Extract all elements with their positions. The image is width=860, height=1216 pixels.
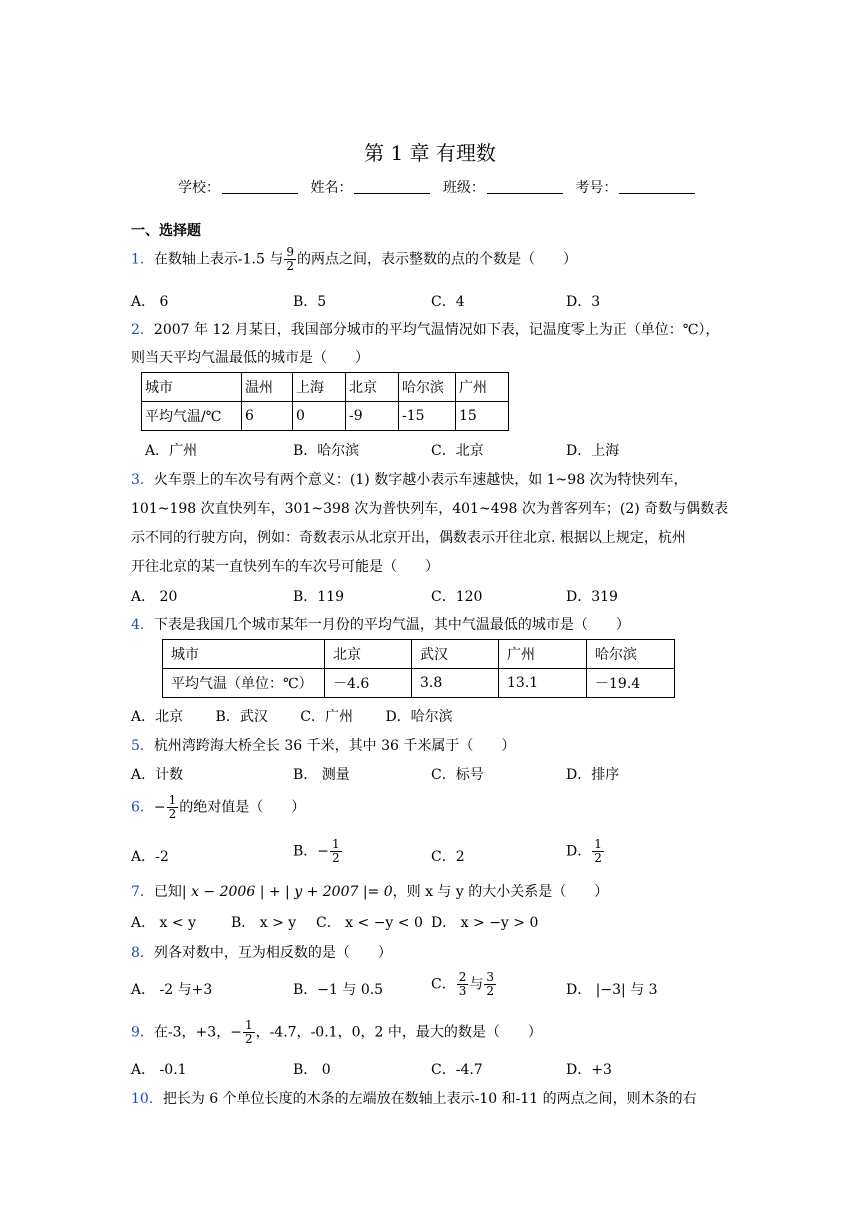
option-a[interactable]: A． -2 与+3 xyxy=(131,982,213,998)
denominator: 2 xyxy=(286,259,295,273)
exam-no-blank[interactable] xyxy=(619,179,695,194)
option-a[interactable]: A．广州 xyxy=(145,443,198,459)
table-cell: 上海 xyxy=(293,373,346,402)
temperature-table-1 xyxy=(141,372,509,431)
table-row xyxy=(142,402,509,431)
options-row[interactable]: A．北京 B．武汉 C．广州 D．哈尔滨 xyxy=(131,709,453,725)
option-label: D． xyxy=(566,843,592,860)
question-text: 杭州湾跨海大桥全长 36 千米，其中 36 千米属于（ ） xyxy=(153,738,516,754)
option-a[interactable]: A． 6 xyxy=(131,294,169,310)
numerator: 9 xyxy=(286,245,295,259)
table-row xyxy=(163,669,675,698)
option-b[interactable]: B．哈尔滨 xyxy=(293,443,360,459)
school-blank[interactable] xyxy=(222,179,298,194)
numerator: 1 xyxy=(168,793,177,807)
option-a[interactable]: A． 20 xyxy=(131,589,178,605)
question-text: 已知 xyxy=(153,884,182,900)
table-cell: -9 xyxy=(346,402,399,431)
fraction xyxy=(243,1019,255,1046)
numerator: 1 xyxy=(332,837,340,851)
table-cell: 哈尔滨 xyxy=(587,640,675,669)
question-6 xyxy=(131,794,305,821)
table-cell: 平均气温（单位：℃） xyxy=(163,669,325,698)
question-text: 的绝对值是（ ） xyxy=(179,799,306,816)
question-number: 5． xyxy=(131,738,154,754)
table-cell: 3.8 xyxy=(412,669,499,698)
question-8 xyxy=(131,942,392,962)
table-cell: 平均气温/℃ xyxy=(142,402,242,431)
numerator: 1 xyxy=(244,1018,253,1032)
question-9 xyxy=(131,1019,542,1046)
option-d[interactable] xyxy=(566,838,605,865)
question-text: 2007 年 12 月某日，我国部分城市的平均气温情况如下表，记温度零上为正（单位：℃）， xyxy=(153,322,720,338)
option-b[interactable]: B．5 xyxy=(293,294,327,310)
denominator: 2 xyxy=(486,984,494,998)
name-label: 姓名： xyxy=(310,180,353,196)
fraction xyxy=(284,246,296,273)
option-c[interactable]: C．北京 xyxy=(431,443,484,459)
equation: | x − 2006 | + | y + 2007 |= 0 xyxy=(181,884,393,900)
table-cell: －4.6 xyxy=(325,669,412,698)
option-d[interactable]: D． x > −y > 0 xyxy=(431,915,539,931)
page-title: 第 1 章 有理数 xyxy=(364,141,496,165)
option-c[interactable]: C．2 xyxy=(431,849,465,865)
question-text: 在数轴上表示-1.5 与 xyxy=(153,251,284,268)
question-3-line-3: 示不同的行驶方向，例如：奇数表示从北京开出，偶数表示开往北京. 根据以上规定，杭州 xyxy=(131,530,686,546)
question-text: 下表是我国几个城市某年一月份的平均气温，其中气温最低的城市是（ ） xyxy=(153,617,630,633)
question-number: 9． xyxy=(131,1024,154,1041)
option-b[interactable]: B． 测量 xyxy=(293,767,350,783)
option-c[interactable]: C．4 xyxy=(431,294,465,310)
option-b[interactable]: B． x > y xyxy=(231,915,297,931)
class-label: 班级： xyxy=(442,180,485,196)
option-b[interactable]: B．−1 与 0.5 xyxy=(293,982,384,998)
table-cell: -15 xyxy=(399,402,456,431)
question-number: 10． xyxy=(131,1091,163,1107)
fraction xyxy=(167,794,179,821)
option-c[interactable]: C．120 xyxy=(431,589,483,605)
name-blank[interactable] xyxy=(354,179,430,194)
class-blank[interactable] xyxy=(487,179,563,194)
option-c[interactable]: C．-4.7 xyxy=(431,1062,483,1078)
table-cell: 北京 xyxy=(325,640,412,669)
table-cell: 武汉 xyxy=(412,640,499,669)
question-4 xyxy=(131,614,630,634)
fraction xyxy=(592,838,604,865)
question-text: 火车票上的车次号有两个意义：(1) 数字越小表示车速越快，如 1~98 次为特快列车， xyxy=(153,472,688,488)
option-c[interactable] xyxy=(431,971,497,998)
table-cell: 广州 xyxy=(456,373,509,402)
question-3-line-2: 101~198 次直快列车，301~398 次为普快列车，401~498 次为普客列车；(2) 奇数与偶数表 xyxy=(131,501,729,517)
option-d[interactable]: D．319 xyxy=(566,589,618,605)
question-text: 列各对数中，互为相反数的是（ ） xyxy=(153,945,392,961)
question-2-line-2: 则当天平均气温最低的城市是（ ） xyxy=(131,350,369,366)
question-3-line-4: 开往北京的某一直快列车的车次号可能是（ ） xyxy=(131,559,439,575)
question-7 xyxy=(131,881,608,901)
question-number: 1． xyxy=(131,251,154,268)
numerator: 2 xyxy=(458,970,467,984)
student-info-row xyxy=(178,177,703,197)
fraction xyxy=(330,838,342,865)
option-d[interactable]: D．上海 xyxy=(566,443,620,459)
temperature-table-2 xyxy=(162,639,675,698)
exam-no-label: 考号： xyxy=(575,180,618,196)
denominator: 2 xyxy=(594,851,602,865)
connector: 与 xyxy=(469,976,484,993)
option-label: C． xyxy=(431,976,456,993)
table-cell: 城市 xyxy=(163,640,325,669)
question-5 xyxy=(131,735,515,755)
denominator: 2 xyxy=(332,851,340,865)
question-number: 4． xyxy=(131,617,154,633)
question-10 xyxy=(131,1088,697,1108)
question-1 xyxy=(131,246,577,273)
question-text: ，则 x 与 y 的大小关系是（ ） xyxy=(392,884,609,900)
option-a[interactable]: A．计数 xyxy=(131,767,184,783)
table-cell: 城市 xyxy=(142,373,242,402)
table-cell: 6 xyxy=(242,402,293,431)
option-d[interactable]: D．+3 xyxy=(566,1062,612,1078)
minus-sign: − xyxy=(230,1024,242,1041)
option-b[interactable] xyxy=(293,838,343,865)
question-number: 8． xyxy=(131,945,154,961)
option-d[interactable]: D．3 xyxy=(566,294,601,310)
question-number: 2． xyxy=(131,322,154,338)
table-cell: 15 xyxy=(456,402,509,431)
table-cell: 北京 xyxy=(346,373,399,402)
numerator: 3 xyxy=(486,970,494,984)
question-text: 在-3，+3， xyxy=(153,1024,231,1041)
option-b[interactable]: B． 0 xyxy=(293,1062,331,1078)
question-2 xyxy=(131,319,719,339)
option-c[interactable]: C． x < −y < 0 xyxy=(316,915,423,931)
school-label: 学校： xyxy=(178,180,220,196)
question-text: 把长为 6 个单位长度的木条的左端放在数轴上表示-10 和-11 的两点之间，则木条的右 xyxy=(162,1091,697,1107)
option-label: B．− xyxy=(293,843,330,860)
option-b[interactable]: B．119 xyxy=(293,589,345,605)
table-cell: 13.1 xyxy=(499,669,587,698)
denominator: 2 xyxy=(244,1032,253,1046)
question-3 xyxy=(131,469,688,489)
table-cell: －19.4 xyxy=(587,669,675,698)
question-number: 7． xyxy=(131,884,154,900)
table-cell: 0 xyxy=(293,402,346,431)
section-heading: 一、选择题 xyxy=(131,223,201,239)
numerator: 1 xyxy=(594,837,602,851)
table-row xyxy=(142,373,509,402)
question-text: 的两点之间，表示整数的点的个数是（ ） xyxy=(297,251,578,268)
table-cell: 温州 xyxy=(242,373,293,402)
minus-sign: − xyxy=(153,799,166,816)
question-number: 3． xyxy=(131,472,154,488)
fraction xyxy=(457,971,469,998)
option-c[interactable]: C．标号 xyxy=(431,767,484,783)
denominator: 3 xyxy=(458,984,467,998)
option-a[interactable]: A． -0.1 xyxy=(131,1062,187,1078)
question-text: ，-4.7，-0.1，0，2 中，最大的数是（ ） xyxy=(255,1024,542,1041)
option-d[interactable]: D．排序 xyxy=(566,767,620,783)
fraction xyxy=(484,971,496,998)
table-cell: 广州 xyxy=(499,640,587,669)
option-a[interactable]: A．-2 xyxy=(131,849,169,865)
table-cell: 哈尔滨 xyxy=(399,373,456,402)
question-number: 6． xyxy=(131,799,154,816)
denominator: 2 xyxy=(168,807,177,821)
option-a[interactable]: A． x < y xyxy=(131,915,196,931)
option-d[interactable]: D． |−3| 与 3 xyxy=(566,982,658,998)
table-row xyxy=(163,640,675,669)
